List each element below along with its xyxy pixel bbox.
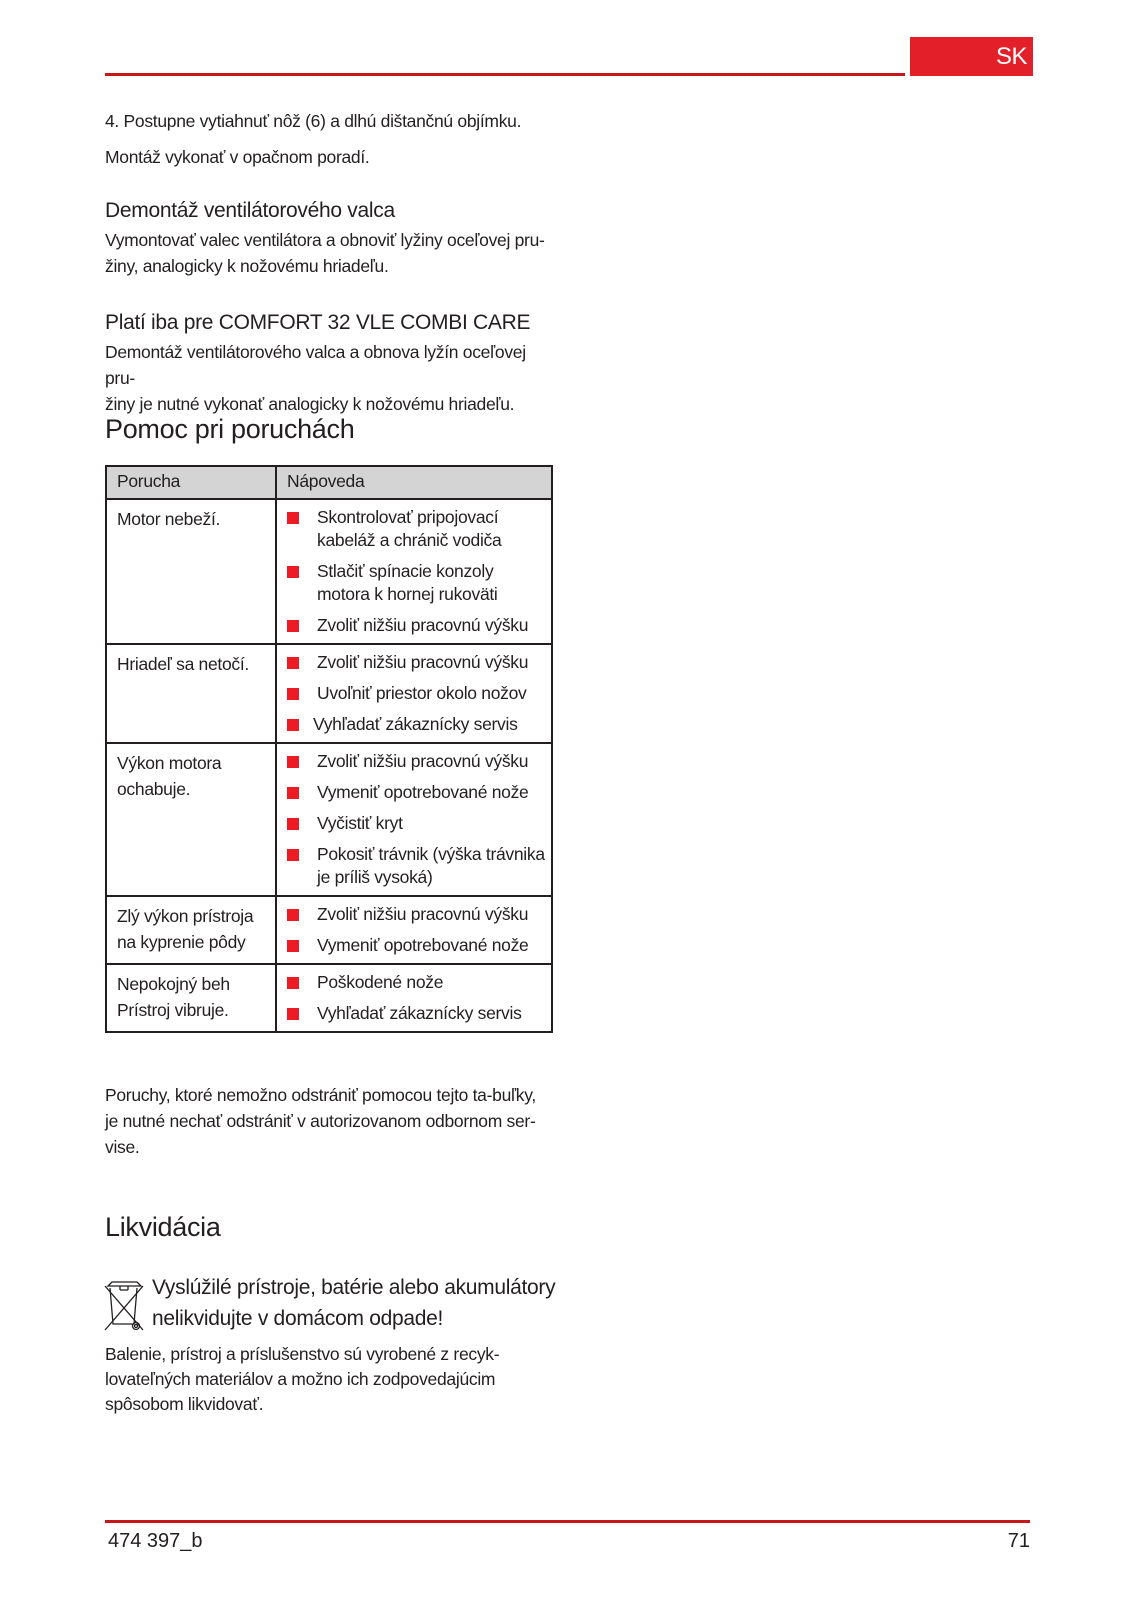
fault-cell: Motor nebeží. [106,499,276,644]
assembly-note: Montáž vykonať v opačnom poradí. [105,147,370,167]
red-square-bullet-icon [287,787,299,799]
language-tab [910,37,1033,76]
footnote-line: vise. [105,1137,140,1157]
fault-cell: Výkon motora ochabuje. [106,743,276,896]
help-item [287,560,545,606]
help-text: Skontrolovať pripojovací kabeláž a chránič vodiča [317,507,502,550]
help-item [287,812,545,835]
language-code: SK [995,42,1027,70]
help-item [287,713,545,736]
help-cell [276,964,552,1032]
red-square-bullet-icon [287,818,299,830]
help-text: Zvoliť nižšiu pracovnú výšku [317,615,529,635]
help-cell [276,644,552,743]
body-line: Vymontovať valec ventilátora a obnoviť lyžiny oceľovej pru- [105,230,545,250]
help-text: Vymeniť opotrebované nože [317,935,529,955]
disposal-warning [152,1272,555,1334]
section-heading: Demontáž ventilátorového valca [105,199,395,222]
table-row [106,964,552,1032]
red-square-bullet-icon [287,620,299,632]
red-square-bullet-icon [287,1008,299,1020]
red-square-bullet-icon [287,909,299,921]
red-square-bullet-icon [287,688,299,700]
help-text: Pokosiť trávnik (výška trávnika je príliš vysoká) [317,844,545,887]
body-line: žiny, analogicky k nožovému hriadeľu. [105,256,389,276]
red-square-bullet-icon [287,940,299,952]
help-text: Zvoliť nižšiu pracovnú výšku [317,904,529,924]
red-square-bullet-icon [287,849,299,861]
table-row [106,896,552,964]
red-square-bullet-icon [287,756,299,768]
section-comfort [105,309,555,417]
body-line: spôsobom likvidovať. [105,1394,264,1414]
help-item [287,1002,545,1025]
warning-line: nelikvidujte v domácom odpade! [152,1307,444,1330]
help-text: Poškodené nože [317,972,444,992]
column-header-help: Nápoveda [276,466,552,499]
red-square-bullet-icon [287,977,299,989]
help-text: Vyhľadať zákaznícky servis [317,1003,522,1023]
table-row [106,743,552,896]
red-square-bullet-icon [287,657,299,669]
header-rule [105,73,905,76]
intro [105,108,555,170]
crossed-out-wheelie-bin-icon [103,1278,145,1333]
fault-cell: Zlý výkon prístroja na kyprenie pôdy [106,896,276,964]
body-line: Balenie, prístroj a príslušenstvo sú vyrobené z recyk- [105,1344,500,1364]
help-item [287,934,545,957]
help-item [287,781,545,804]
help-item [287,506,545,552]
red-square-bullet-icon [287,566,299,578]
body-line: žiny je nutné vykonať analogicky k nožovému hriadeľu. [105,394,515,414]
help-text: Stlačiť spínacie konzoly motora k hornej rukoväti [317,561,498,604]
body-line: Demontáž ventilátorového valca a obnova lyžín oceľovej pru- [105,342,526,388]
footer-rule [105,1520,1030,1523]
fault-cell: Nepokojný beh Prístroj vibruje. [106,964,276,1032]
disposal-heading: Likvidácia [105,1212,221,1242]
table-header-row [106,466,552,499]
help-cell [276,743,552,896]
red-square-bullet-icon [287,719,299,731]
help-item [287,971,545,994]
help-text: Zvoliť nižšiu pracovnú výšku [317,652,529,672]
disposal-heading-wrap [105,1210,555,1244]
troubleshooting-table [105,465,553,1033]
troubleshooting-heading: Pomoc pri poruchách [105,414,355,444]
column-header-fault: Porucha [106,466,276,499]
help-text: Zvoliť nižšiu pracovnú výšku [317,751,529,771]
troubleshooting-footnote [105,1082,555,1160]
step-4: 4. Postupne vytiahnuť nôž (6) a dlhú dištančnú objímku. [105,111,522,131]
warning-line: Vyslúžilé prístroje, batérie alebo akumulátory [152,1276,556,1299]
section-heading: Platí iba pre COMFORT 32 VLE COMBI CARE [105,311,531,334]
table-row [106,644,552,743]
footnote-line: je nutné nechať odstrániť v autorizovanom odbornom ser- [105,1111,536,1131]
section-fan-roller [105,197,555,279]
help-item [287,682,545,705]
help-text: Vymeniť opotrebované nože [317,782,529,802]
table-row [106,499,552,644]
help-item [287,843,545,889]
document-number: 474 397_b [108,1530,203,1552]
help-text: Uvoľniť priestor okolo nožov [317,683,527,703]
help-item [287,750,545,773]
red-square-bullet-icon [287,512,299,524]
help-item [287,651,545,674]
footnote-line: Poruchy, ktoré nemožno odstrániť pomocou tejto ta-buľky, [105,1085,536,1105]
help-text: Vyčistiť kryt [317,813,403,833]
help-item [287,903,545,926]
troubleshooting-heading-wrap [105,412,555,446]
help-item [287,614,545,637]
disposal-body [105,1342,555,1417]
fault-cell: Hriadeľ sa netočí. [106,644,276,743]
help-cell [276,896,552,964]
help-text: Vyhľadať zákaznícky servis [313,714,518,734]
body-line: lovateľných materiálov a možno ich zodpovedajúcim [105,1369,496,1389]
help-cell [276,499,552,644]
page-number: 71 [1007,1530,1030,1552]
